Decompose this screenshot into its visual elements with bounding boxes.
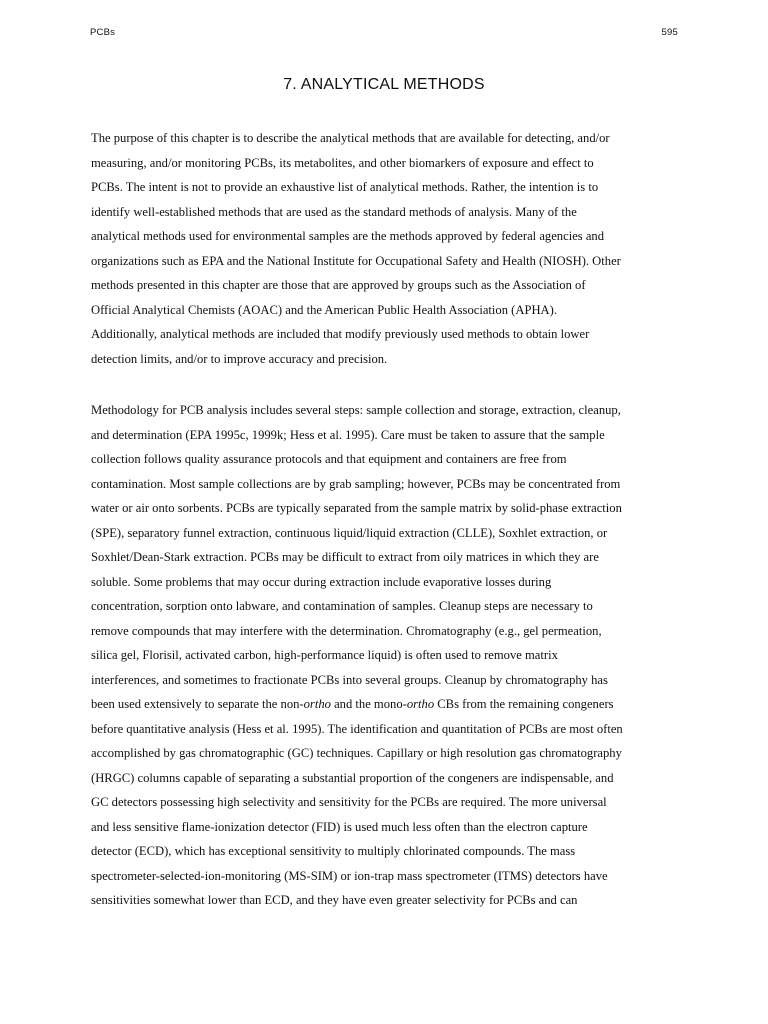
text-run: silica gel, Florisil, activated carbon, high-performance liquid) is often used to remove matrix [91,648,558,662]
text-line [91,151,683,176]
paragraph-purpose [91,126,683,371]
text-line [91,126,683,151]
page-number: 595 [661,27,678,38]
chapter-title: 7. ANALYTICAL METHODS [283,76,485,93]
text-run: collection follows quality assurance protocols and that equipment and containers are free from [91,452,567,466]
text-run: and the mono- [330,697,407,711]
text-line [91,175,683,200]
text-line [91,766,683,791]
text-run: before quantitative analysis (Hess et al. 1995). The identification and quantitation of PCBs are most often [91,721,623,736]
text-run: methods presented in this chapter are those that are approved by groups such as the Association of [91,278,586,292]
text-line [91,298,683,323]
italic-term: ortho [406,697,435,711]
text-line [91,888,683,913]
text-line [91,423,683,448]
text-run: (HRGC) columns capable of separating a substantial proportion of the congeners are indispensable, and [91,770,614,785]
text-line [91,864,683,889]
text-run: Soxhlet/Dean-Stark extraction. PCBs may be difficult to extract from oily matrices in which they are [91,550,599,564]
text-line [91,839,683,864]
text-run: The purpose of this chapter is to describe the analytical methods that are available for detecting, and/or [91,131,610,145]
text-run: contamination. Most sample collections are by grab sampling; however, PCBs may be concentrated from [91,476,621,491]
text-run: been used extensively to separate the non- [91,697,304,711]
text-line [91,643,683,668]
text-run: identify well-established methods that are used as the standard methods of analysis. Many of the [91,204,577,219]
text-line [91,521,683,546]
text-run: soluble. Some problems that may occur during extraction include evaporative losses during [91,574,552,589]
text-line [91,472,683,497]
text-run: detection limits, and/or to improve accuracy and precision. [91,351,388,366]
text-line [91,224,683,249]
text-run: and determination (EPA 1995c, 1999k; Hess et al. 1995). Care must be taken to assure that the sample [91,427,605,442]
text-line [91,741,683,766]
text-run: organizations such as EPA and the National Institute for Occupational Safety and Health (NIOSH). Other [91,253,621,268]
text-line [91,347,683,372]
text-run: interferences, and sometimes to fractionate PCBs into several groups. Cleanup by chromatography has [91,672,608,687]
text-run: measuring, and/or monitoring PCBs, its metabolites, and other biomarkers of exposure and effect to [91,155,594,170]
text-run: and less sensitive flame-ionization detector (FID) is used much less often than the electron capture [91,819,588,834]
text-line [91,447,683,472]
running-header [90,27,678,38]
text-line [91,200,683,225]
text-line [91,322,683,347]
text-run: spectrometer-selected-ion-monitoring (MS-SIM) or ion-trap mass spectrometer (ITMS) detectors have [91,868,608,883]
text-run: sensitivities somewhat lower than ECD, and they have even greater selectivity for PCBs and can [91,893,578,907]
paragraph-methodology [91,398,683,913]
text-run: Official Analytical Chemists (AOAC) and the American Public Health Association (APHA). [91,302,557,317]
text-run: remove compounds that may interfere with the determination. Chromatography (e.g., gel permeation, [91,623,602,638]
text-line [91,249,683,274]
text-run: PCBs. The intent is not to provide an exhaustive list of analytical methods. Rather, the intention is to [91,180,599,194]
text-run: (SPE), separatory funnel extraction, continuous liquid/liquid extraction (CLLE), Soxhlet extraction, or [91,525,608,540]
running-header-title: PCBs [90,27,116,38]
text-line [91,815,683,840]
text-line [91,692,683,717]
text-line [91,619,683,644]
text-line [91,668,683,693]
text-run: analytical methods used for environmental samples are the methods approved by federal agencies and [91,229,605,243]
text-line [91,496,683,521]
text-line [91,273,683,298]
text-run: Methodology for PCB analysis includes several steps: sample collection and storage, extraction, cleanup, [91,403,621,417]
text-line [91,570,683,595]
italic-term: ortho [303,697,331,711]
text-line [91,594,683,619]
text-run: concentration, sorption onto labware, and contamination of samples. Cleanup steps are necessary to [91,599,593,613]
text-line [91,545,683,570]
text-run: accomplished by gas chromatographic (GC) techniques. Capillary or high resolution gas chromatography [91,746,622,760]
text-run: Additionally, analytical methods are included that modify previously used methods to obtain lower [91,327,590,341]
text-line [91,717,683,742]
text-line [91,398,683,423]
text-run: GC detectors possessing high selectivity and sensitivity for the PCBs are required. The more universal [91,795,607,809]
text-run: detector (ECD), which has exceptional sensitivity to multiply chlorinated compounds. The mass [91,844,576,858]
text-run: water or air onto sorbents. PCBs are typically separated from the sample matrix by solid-phase extraction [91,501,622,515]
text-line [91,790,683,815]
text-run: CBs from the remaining congeners [434,697,614,711]
